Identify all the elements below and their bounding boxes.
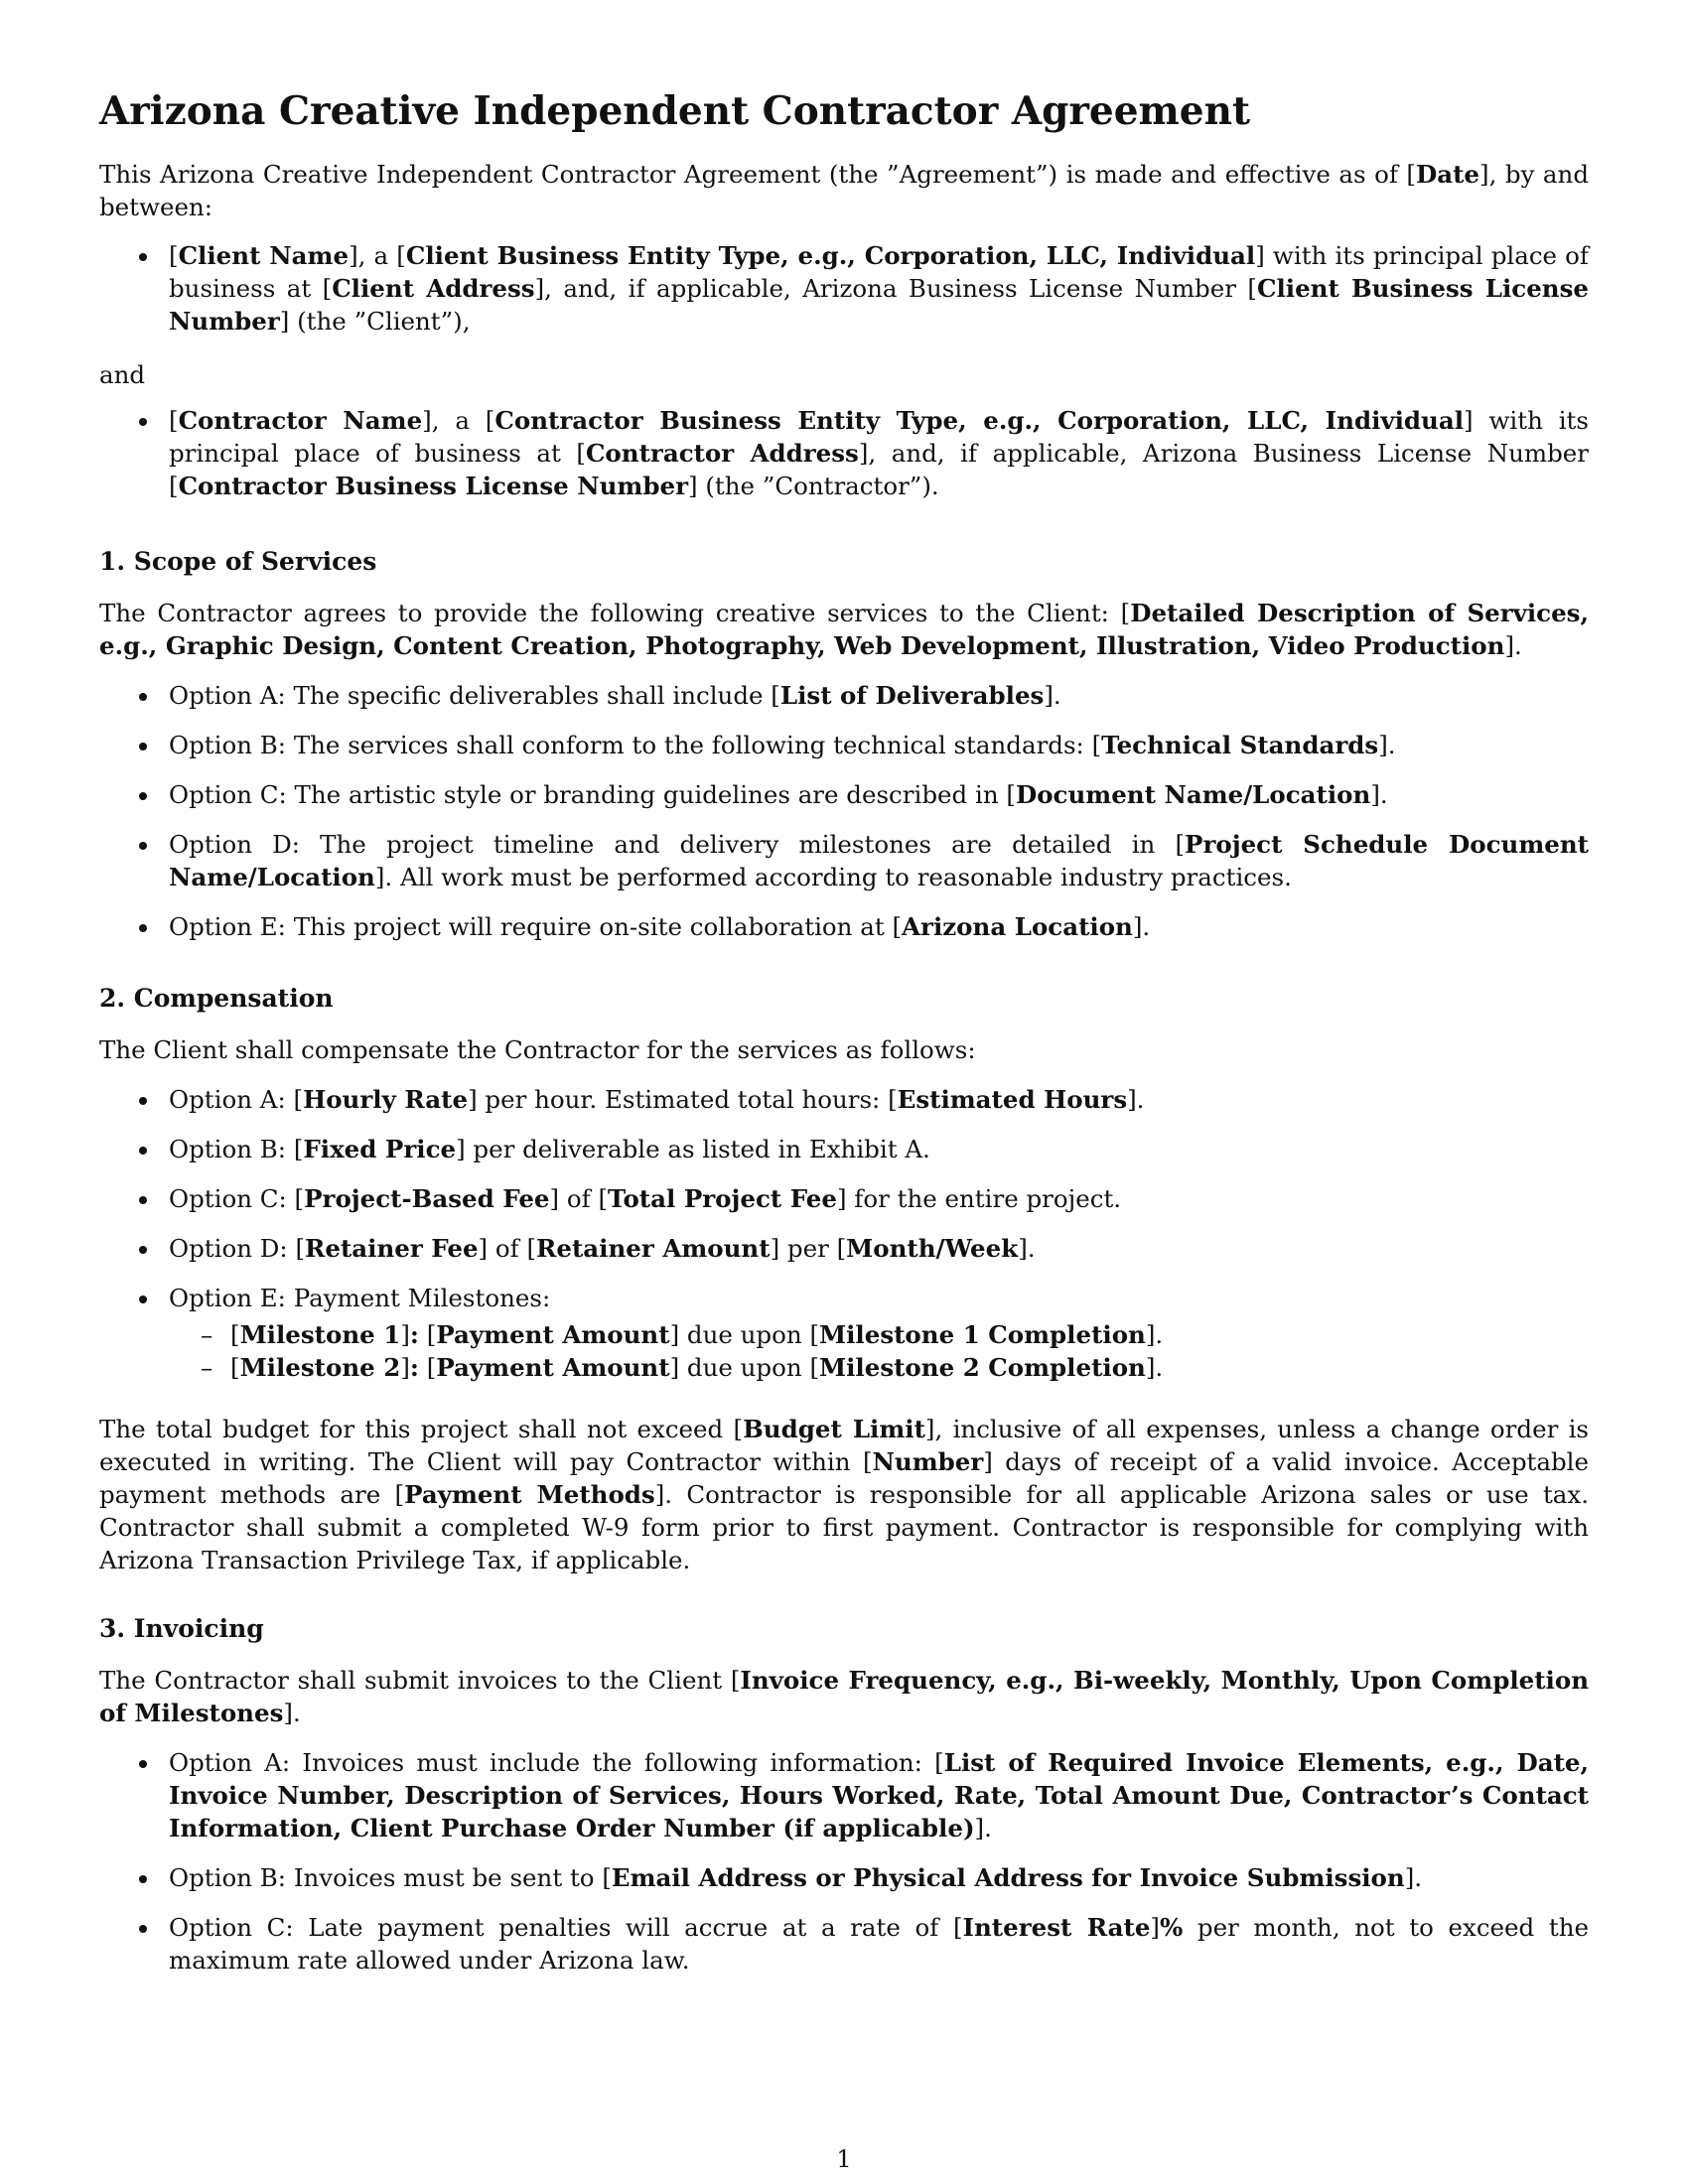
invoicing-paragraph: The Contractor shall submit invoices to the Client [Invoice Frequency, e.g., Bi-weekly, Monthly, Upon Completion of Milestones]. — [99, 1666, 1590, 1727]
invoicing-option-c: Option C: Late payment penalties will accrue at a rate of [Interest Rate]% per month, not to exceed the maximum rate allowed under Arizona law. — [99, 1911, 1589, 1977]
invoicing-option-b: Option B: Invoices must be sent to [Email Address or Physical Address for Invoice Submission]. — [99, 1861, 1589, 1894]
intro-paragraph: This Arizona Creative Independent Contractor Agreement (the ”Agreement”) is made and effective as of [Date], by and between: — [99, 160, 1590, 221]
milestone-item: – [Milestone 1]: [Payment Amount] due upon [Milestone 1 Completion]. — [169, 1318, 1589, 1351]
scope-option-e: Option E: This project will require on-site collaboration at [Arizona Location]. — [99, 910, 1589, 943]
compensation-intro: The Client shall compensate the Contractor for the services as follows: — [99, 1035, 976, 1064]
and-text: and — [99, 360, 146, 389]
contractor-party-list — [99, 404, 1589, 519]
contractor-party-item: [Contractor Name], a [Contractor Business Entity Type, e.g., Corporation, LLC, Individual] with its principal place of business at [Contractor Address], and, if applicable, Arizona Business License Number [Contractor Business License Number] (the ”Contractor”). — [99, 404, 1589, 502]
scope-paragraph: The Contractor agrees to provide the following creative services to the Client: [Detailed Description of Services, e.g., Graphic Design, Content Creation, Photography, Web Development, Illustration, Video Production]. — [99, 599, 1589, 660]
date-placeholder: Date — [1415, 160, 1480, 189]
compensation-options-list — [99, 1083, 1589, 1401]
section-heading-scope: 1. Scope of Services — [99, 547, 377, 576]
compensation-option-c: Option C: [Project-Based Fee] of [Total Project Fee] for the entire project. — [99, 1182, 1589, 1215]
milestone-item: – [Milestone 2]: [Payment Amount] due upon [Milestone 2 Completion]. — [169, 1351, 1589, 1384]
budget-paragraph: The total budget for this project shall not exceed [Budget Limit], inclusive of all expenses, unless a change order is executed in writing. The Client will pay Contractor within [Number] days of receipt of a valid invoice. Acceptable payment methods are [Payment Methods]. Contractor is responsible for all applicable Arizona sales or use tax. Contractor shall submit a completed W-9 form prior to first payment. Contractor is responsible for complying with Arizona Transaction Privilege Tax, if applicable. — [99, 1415, 1590, 1574]
section-heading-invoicing: 3. Invoicing — [99, 1614, 264, 1643]
milestone-list — [169, 1318, 1589, 1384]
compensation-option-b: Option B: [Fixed Price] per deliverable as listed in Exhibit A. — [99, 1133, 1589, 1165]
invoicing-options-list — [99, 1746, 1589, 1993]
compensation-option-a: Option A: [Hourly Rate] per hour. Estimated total hours: [Estimated Hours]. — [99, 1083, 1589, 1116]
document-title: Arizona Creative Independent Contractor Agreement — [99, 88, 1250, 134]
scope-option-d: Option D: The project timeline and delivery milestones are detailed in [Project Schedule Document Name/Location]. All work must be performed according to reasonable industry practices. — [99, 828, 1589, 893]
scope-option-c: Option C: The artistic style or branding guidelines are described in [Document Name/Location]. — [99, 778, 1589, 811]
scope-options-list — [99, 679, 1589, 960]
client-party-list — [99, 239, 1589, 354]
compensation-option-e: Option E: Payment Milestones: – [Milestone 1]: [Payment Amount] due upon [Milestone 1 Completion]. – [Milestone 2]: [Payment Amount] due upon [Milestone 2 Completion]. — [99, 1282, 1589, 1384]
document-page — [99, 0, 1589, 2184]
compensation-option-d: Option D: [Retainer Fee] of [Retainer Amount] per [Month/Week]. — [99, 1232, 1589, 1265]
scope-option-a: Option A: The specific deliverables shall include [List of Deliverables]. — [99, 679, 1589, 712]
page-number: 1 — [836, 2145, 852, 2173]
client-party-item: [Client Name], a [Client Business Entity Type, e.g., Corporation, LLC, Individual] with its principal place of business at [Client Address], and, if applicable, Arizona Business License Number [Client Business License Number] (the ”Client”), — [99, 239, 1589, 338]
scope-option-b: Option B: The services shall conform to the following technical standards: [Technical Standards]. — [99, 729, 1589, 761]
invoicing-option-a: Option A: Invoices must include the following information: [List of Required Invoice Elements, e.g., Date, Invoice Number, Description of Services, Hours Worked, Rate, Total Amount Due, Contractor’s Contact Information, Client Purchase Order Number (if applicable)]. — [99, 1746, 1589, 1844]
section-heading-compensation: 2. Compensation — [99, 984, 334, 1013]
